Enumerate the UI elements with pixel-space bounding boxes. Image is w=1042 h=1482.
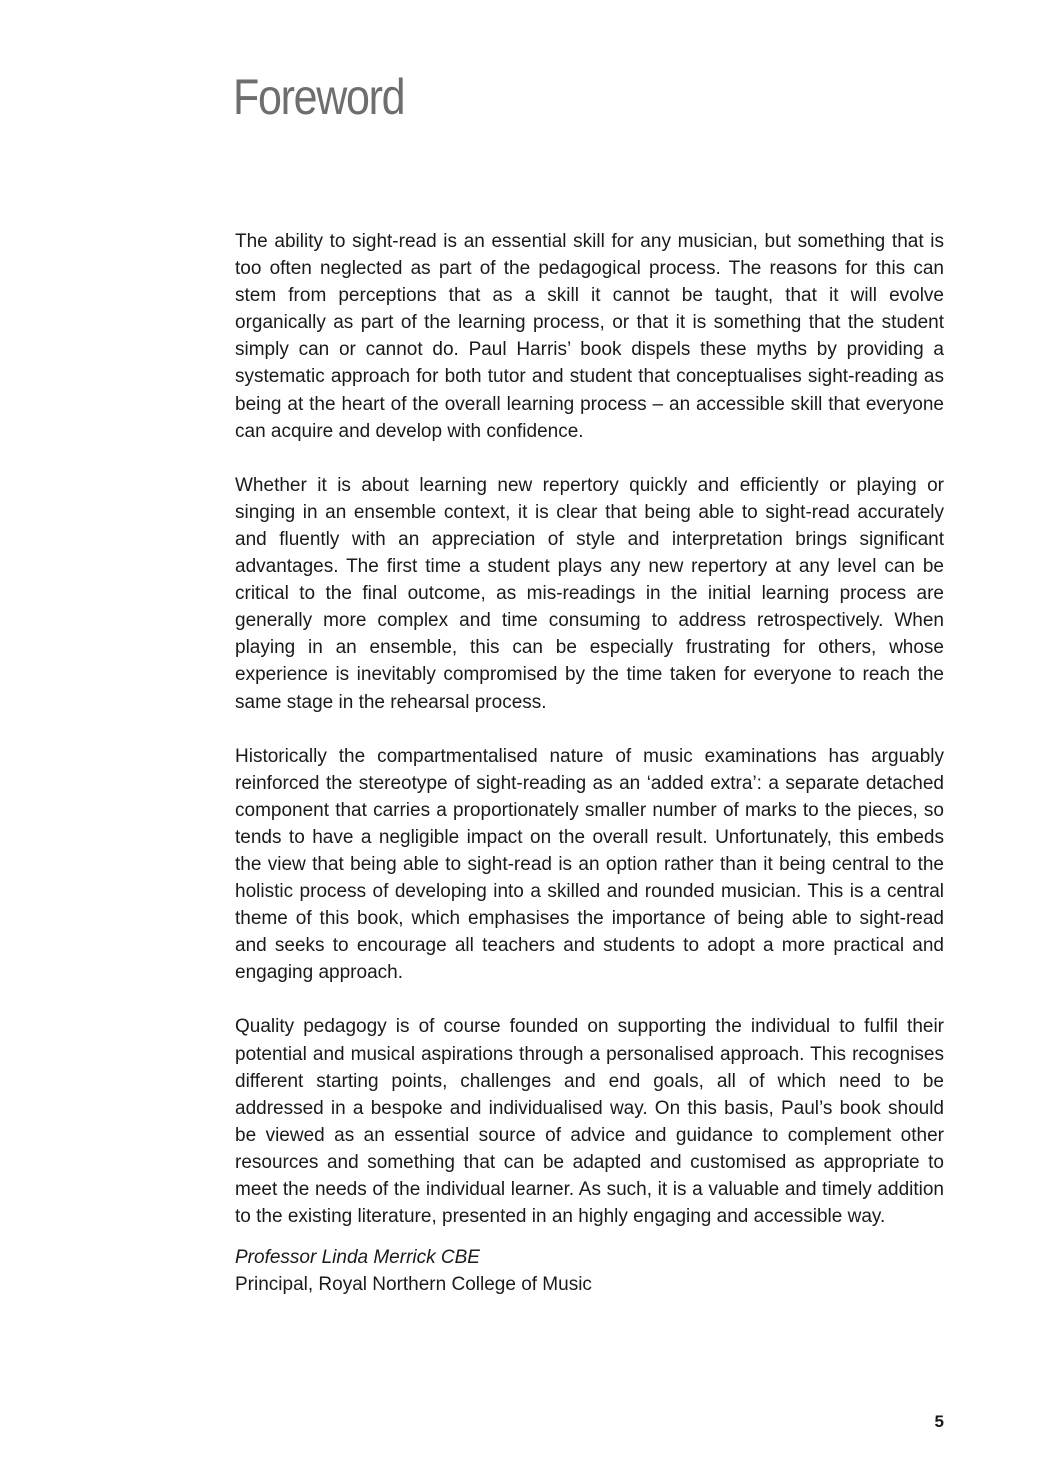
signature-block xyxy=(235,1244,944,1298)
paragraph-3: Historically the compartmentalised nature of music examinations has arguably reinforced the stereotype of sight-reading as an ‘added extra’: a separate detached component that carries a proportionately smaller number of marks to the pieces, so tends to have a negligible impact on the overall result. Unfortunately, this embeds the view that being able to sight-read is an option rather than it being central to the holistic process of developing into a skilled and rounded musician. This is a central theme of this book, which emphasises the importance of being able to sight-read and seeks to encourage all teachers and students to adopt a more practical and engaging approach. xyxy=(235,745,944,984)
signature-title: Principal, Royal Northern College of Music xyxy=(235,1274,592,1296)
paragraph-2: Whether it is about learning new repertory quickly and efficiently or playing or singing in an ensemble context, it is clear that being able to sight-read accurately and fluently with an appreciation of style and interpretation brings significant advantages. The first time a student plays any new repertory at any level can be critical to the final outcome, as mis-readings in the initial learning process are generally more complex and time consuming to address retrospectively. When playing in an ensemble, this can be especially frustrating for others, whose experience is inevitably compromised by the time taken for everyone to reach the same stage in the rehearsal process. xyxy=(235,474,944,713)
paragraph-4: Quality pedagogy is of course founded on supporting the individual to fulfil their potential and musical aspirations through a personalised approach. This recognises different starting points, challenges and end goals, all of which need to be addressed in a bespoke and individualised way. On this basis, Paul’s book should be viewed as an essential source of advice and guidance to complement other resources and something that can be adapted and customised as appropriate to meet the needs of the individual learner. As such, it is a valuable and timely addition to the existing literature, presented in an highly engaging and accessible way. xyxy=(235,1016,944,1228)
page-title: Foreword xyxy=(233,69,405,125)
page-number: 5 xyxy=(934,1412,944,1431)
foreword-body xyxy=(235,228,944,1298)
paragraph-1: The ability to sight-read is an essential skill for any musician, but something that is too often neglected as part of the pedagogical process. The reasons for this can stem from perceptions that as a skill it cannot be taught, that it will evolve organically as part of the learning process, or that it is something that the student simply can or cannot do. Paul Harris’ book dispels these myths by providing a systematic approach for both tutor and student that conceptualises sight-reading as being at the heart of the overall learning process – an accessible skill that everyone can acquire and develop with confidence. xyxy=(235,231,944,442)
signature-name: Professor Linda Merrick CBE xyxy=(235,1247,480,1269)
